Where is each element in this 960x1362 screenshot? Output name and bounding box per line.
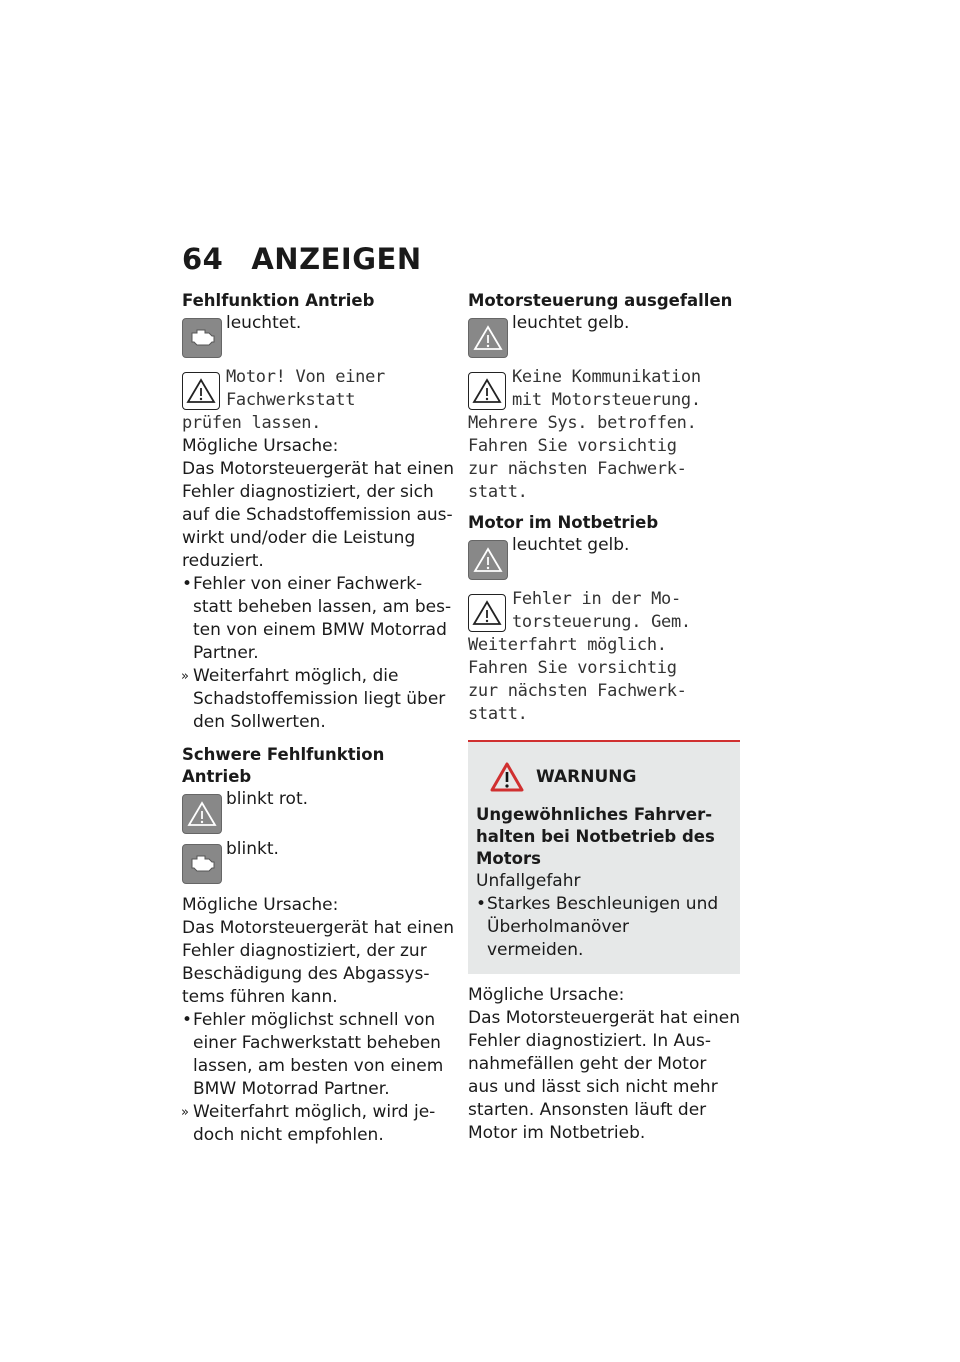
message-line: Motor! Von einer (226, 367, 385, 387)
warning-triangle-icon (468, 594, 506, 632)
heading-schwere-fehlfunktion: Schwere Fehlfunktion Antrieb (182, 745, 385, 786)
cause-line: nahmefällen geht der Motor (468, 1054, 707, 1074)
cause-line: Beschädigung des Abgassys- (182, 964, 430, 984)
cause-label: Mögliche Ursache: (182, 895, 339, 915)
warning-heading-line: halten bei Notbetrieb des (476, 827, 715, 846)
indicator-row (182, 788, 454, 838)
cause-label: Mögliche Ursache: (468, 985, 625, 1005)
engine-icon (182, 318, 222, 358)
warning-risk: Unfallgefahr (476, 871, 581, 891)
message-line: zur nächsten Fachwerk- (468, 681, 687, 701)
cause-block (468, 984, 740, 1145)
result-item: » Weiterfahrt möglich, die Schadstoffemission liegt über den Sollwerten. (182, 665, 454, 734)
display-message (182, 366, 454, 435)
bullet-item: • Fehler möglichst schnell von einer Fachwerkstatt beheben lassen, am besten von einem BMW Motorrad Partner. (182, 1009, 454, 1101)
message-line: Fachwerkstatt (226, 390, 356, 410)
cause-line: Motor im Notbetrieb. (468, 1123, 646, 1143)
result-item: » Weiterfahrt möglich, wird je- doch nicht empfohlen. (182, 1101, 454, 1147)
message-line: Keine Kommunikation (512, 367, 701, 387)
cause-line: aus und lässt sich nicht mehr (468, 1077, 718, 1097)
indicator-row (468, 534, 740, 580)
warning-title: WARNUNG (536, 767, 637, 787)
cause-line: Fehler diagnostiziert, der sich (182, 482, 434, 502)
left-column (182, 290, 454, 1147)
display-message (468, 366, 740, 504)
cause-line: auf die Schadstoffemission aus- (182, 505, 453, 525)
cause-line: starten. Ansonsten läuft der (468, 1100, 707, 1120)
page-title (182, 242, 422, 276)
cause-line: wirkt und/oder die Leistung (182, 528, 416, 548)
display-message (468, 588, 740, 726)
right-column (468, 290, 740, 1145)
message-line: statt. (468, 704, 528, 724)
indicator-text: blinkt rot. (226, 789, 309, 809)
warning-heading-line: Ungewöhnliches Fahrver- (476, 805, 713, 824)
warning-box (468, 740, 740, 974)
bullet-item: • Fehler von einer Fachwerk- statt beheben lassen, am bes- ten von einem BMW Motorrad Partner. (182, 573, 454, 665)
message-line: zur nächsten Fachwerk- (468, 459, 687, 479)
indicator-row (182, 838, 454, 894)
message-line: Fahren Sie vorsichtig (468, 436, 677, 456)
heading-motorsteuerung-ausgefallen: Motorsteuerung ausgefallen (468, 291, 733, 310)
section-title: ANZEIGEN (251, 242, 422, 276)
indicator-text: blinkt. (226, 839, 279, 859)
message-line: Weiterfahrt möglich. (468, 635, 667, 655)
message-line: Mehrere Sys. betroffen. (468, 413, 697, 433)
message-line: prüfen lassen. (182, 413, 322, 433)
indicator-text: leuchtet gelb. (512, 313, 630, 333)
indicator-text: leuchtet. (226, 313, 302, 333)
cause-line: Das Motorsteuergerät hat einen (468, 1008, 740, 1028)
warning-triangle-icon (468, 318, 508, 358)
warning-red-triangle-icon (490, 762, 524, 792)
cause-line: tems führen kann. (182, 987, 338, 1007)
warning-triangle-icon (182, 372, 220, 410)
message-line: Fahren Sie vorsichtig (468, 658, 677, 678)
warning-heading-line: Motors (476, 849, 541, 868)
warning-triangle-icon (468, 372, 506, 410)
cause-line: Fehler diagnostiziert, der zur (182, 941, 427, 961)
indicator-row (468, 312, 740, 358)
warning-triangle-icon (182, 794, 222, 834)
cause-line: Das Motorsteuergerät hat einen (182, 459, 454, 479)
warning-triangle-icon (468, 540, 508, 580)
message-line: torsteuerung. Gem. (512, 612, 691, 632)
heading-fehlfunktion-antrieb: Fehlfunktion Antrieb (182, 291, 375, 310)
cause-line: Das Motorsteuergerät hat einen (182, 918, 454, 938)
message-line: Fehler in der Mo- (512, 589, 681, 609)
indicator-row (182, 312, 454, 358)
cause-line: Fehler diagnostiziert. In Aus- (468, 1031, 711, 1051)
cause-label: Mögliche Ursache: (182, 436, 339, 456)
indicator-text: leuchtet gelb. (512, 535, 630, 555)
page-number: 64 (182, 242, 224, 276)
engine-icon (182, 844, 222, 884)
cause-line: reduziert. (182, 551, 264, 571)
message-line: mit Motorsteuerung. (512, 390, 701, 410)
warning-bullet: • Starkes Beschleunigen und Überholmanöver vermeiden. (476, 893, 730, 962)
warning-header (476, 762, 730, 792)
heading-motor-im-notbetrieb: Motor im Notbetrieb (468, 513, 659, 532)
message-line: statt. (468, 482, 528, 502)
